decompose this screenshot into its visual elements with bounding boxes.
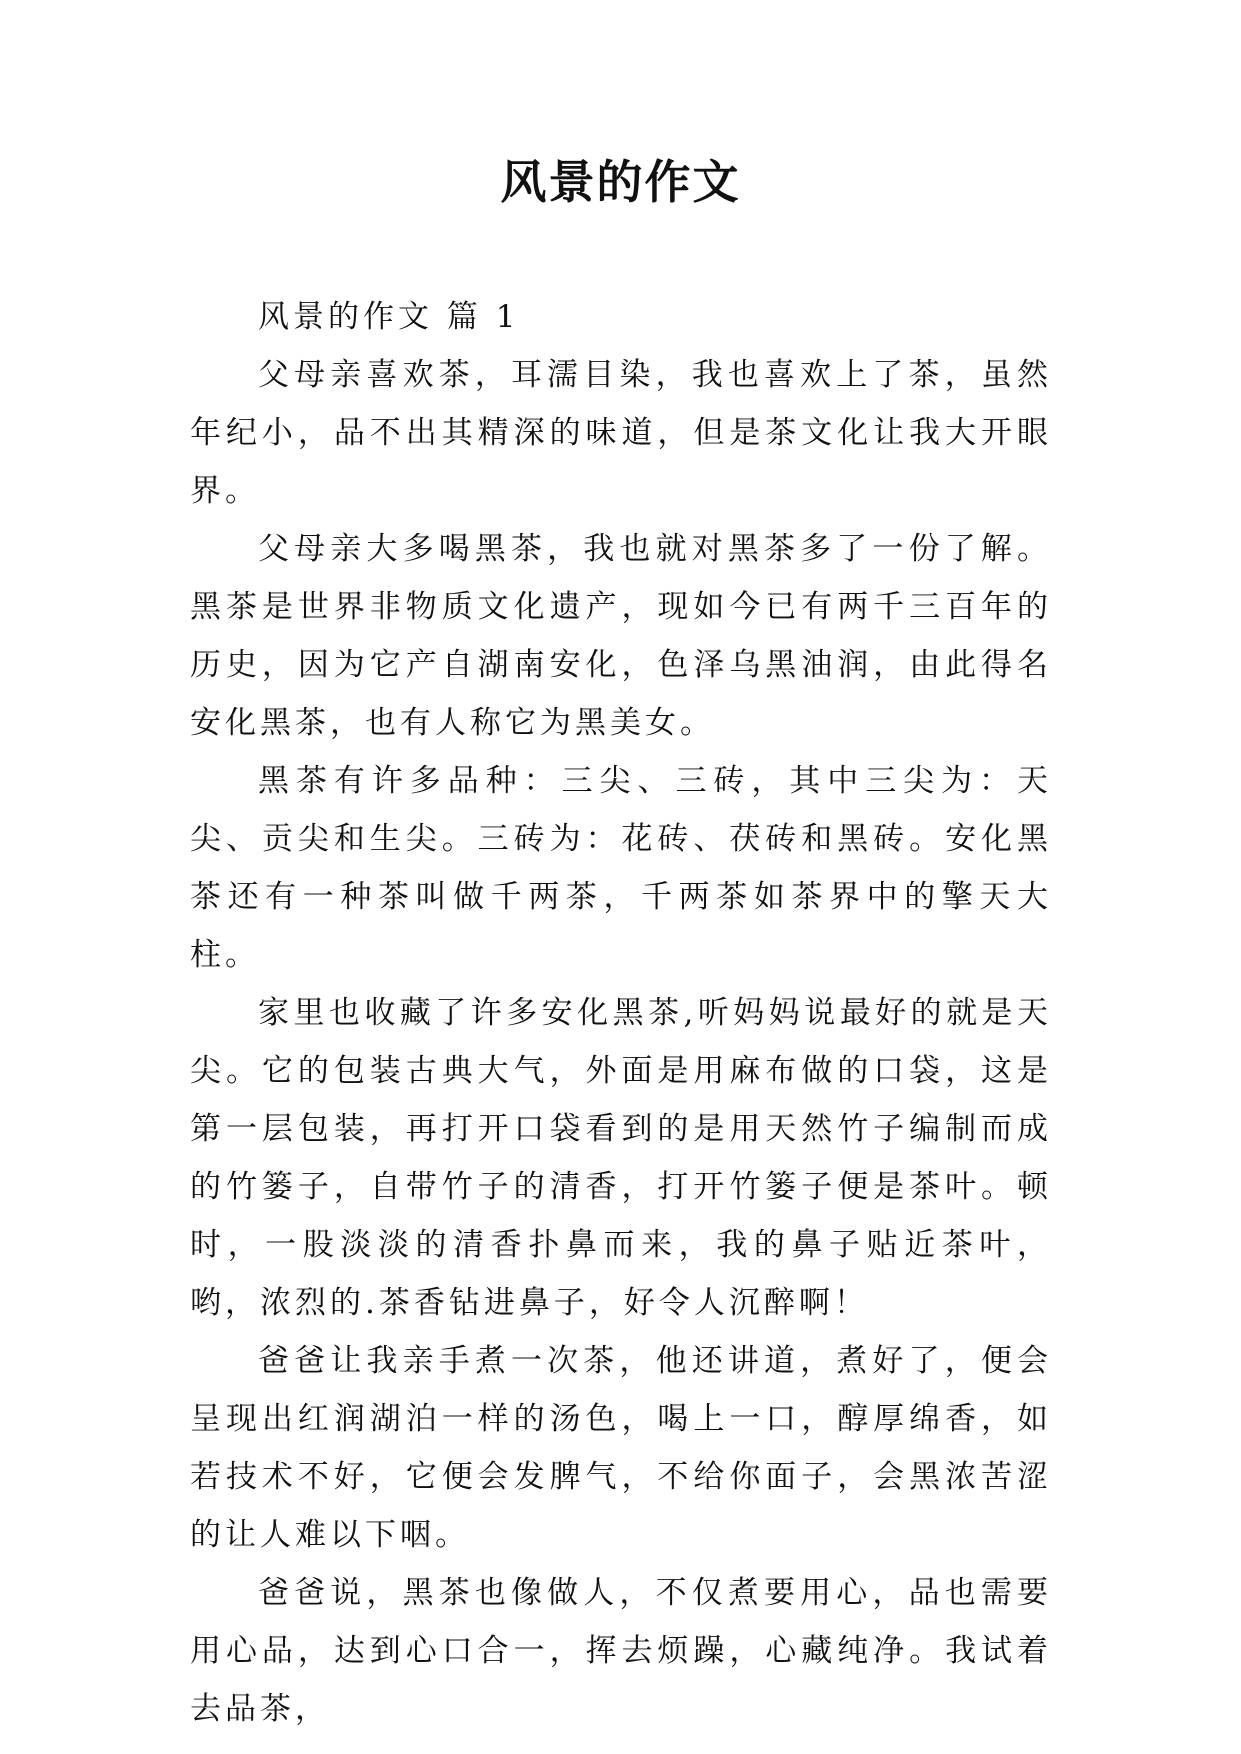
document-title: 风景的作文 [500, 155, 741, 209]
paragraph-1: 父母亲喜欢茶，耳濡目染，我也喜欢上了茶，虽然年纪小，品不出其精深的味道，但是茶文化让我大开眼界。 [190, 357, 1052, 509]
paragraph-4: 家里也收藏了许多安化黑茶,听妈妈说最好的就是天尖。它的包装古典大气，外面是用麻布做的口袋，这是第一层包装，再打开口袋看到的是用天然竹子编制而成的竹篓子，自带竹子的清香，打开竹篓子便是茶叶。顿时，一股淡淡的清香扑鼻而来，我的鼻子贴近茶叶，哟，浓烈的.茶香钻进鼻子，好令人沉醉啊！ [190, 995, 1052, 1321]
paragraph-6: 爸爸说，黑茶也像做人，不仅煮要用心，品也需要用心品，达到心口合一，挥去烦躁，心藏纯净。我试着去品茶， [190, 1575, 1052, 1727]
document-body [190, 288, 1052, 1738]
paragraph-3: 黑茶有许多品种：三尖、三砖，其中三尖为：天尖、贡尖和生尖。三砖为：花砖、茯砖和黑砖。安化黑茶还有一种茶叫做千两茶，千两茶如茶界中的擎天大柱。 [190, 763, 1052, 973]
paragraph-2: 父母亲大多喝黑茶，我也就对黑茶多了一份了解。黑茶是世界非物质文化遗产，现如今已有两千三百年的历史，因为它产自湖南安化，色泽乌黑油润，由此得名安化黑茶，也有人称它为黑美女。 [190, 531, 1052, 741]
paragraph-5: 爸爸让我亲手煮一次茶，他还讲道，煮好了，便会呈现出红润湖泊一样的汤色，喝上一口，醇厚绵香，如若技术不好，它便会发脾气，不给你面子，会黑浓苦涩的让人难以下咽。 [190, 1343, 1052, 1553]
section-heading: 风景的作文 篇 1 [258, 299, 520, 335]
